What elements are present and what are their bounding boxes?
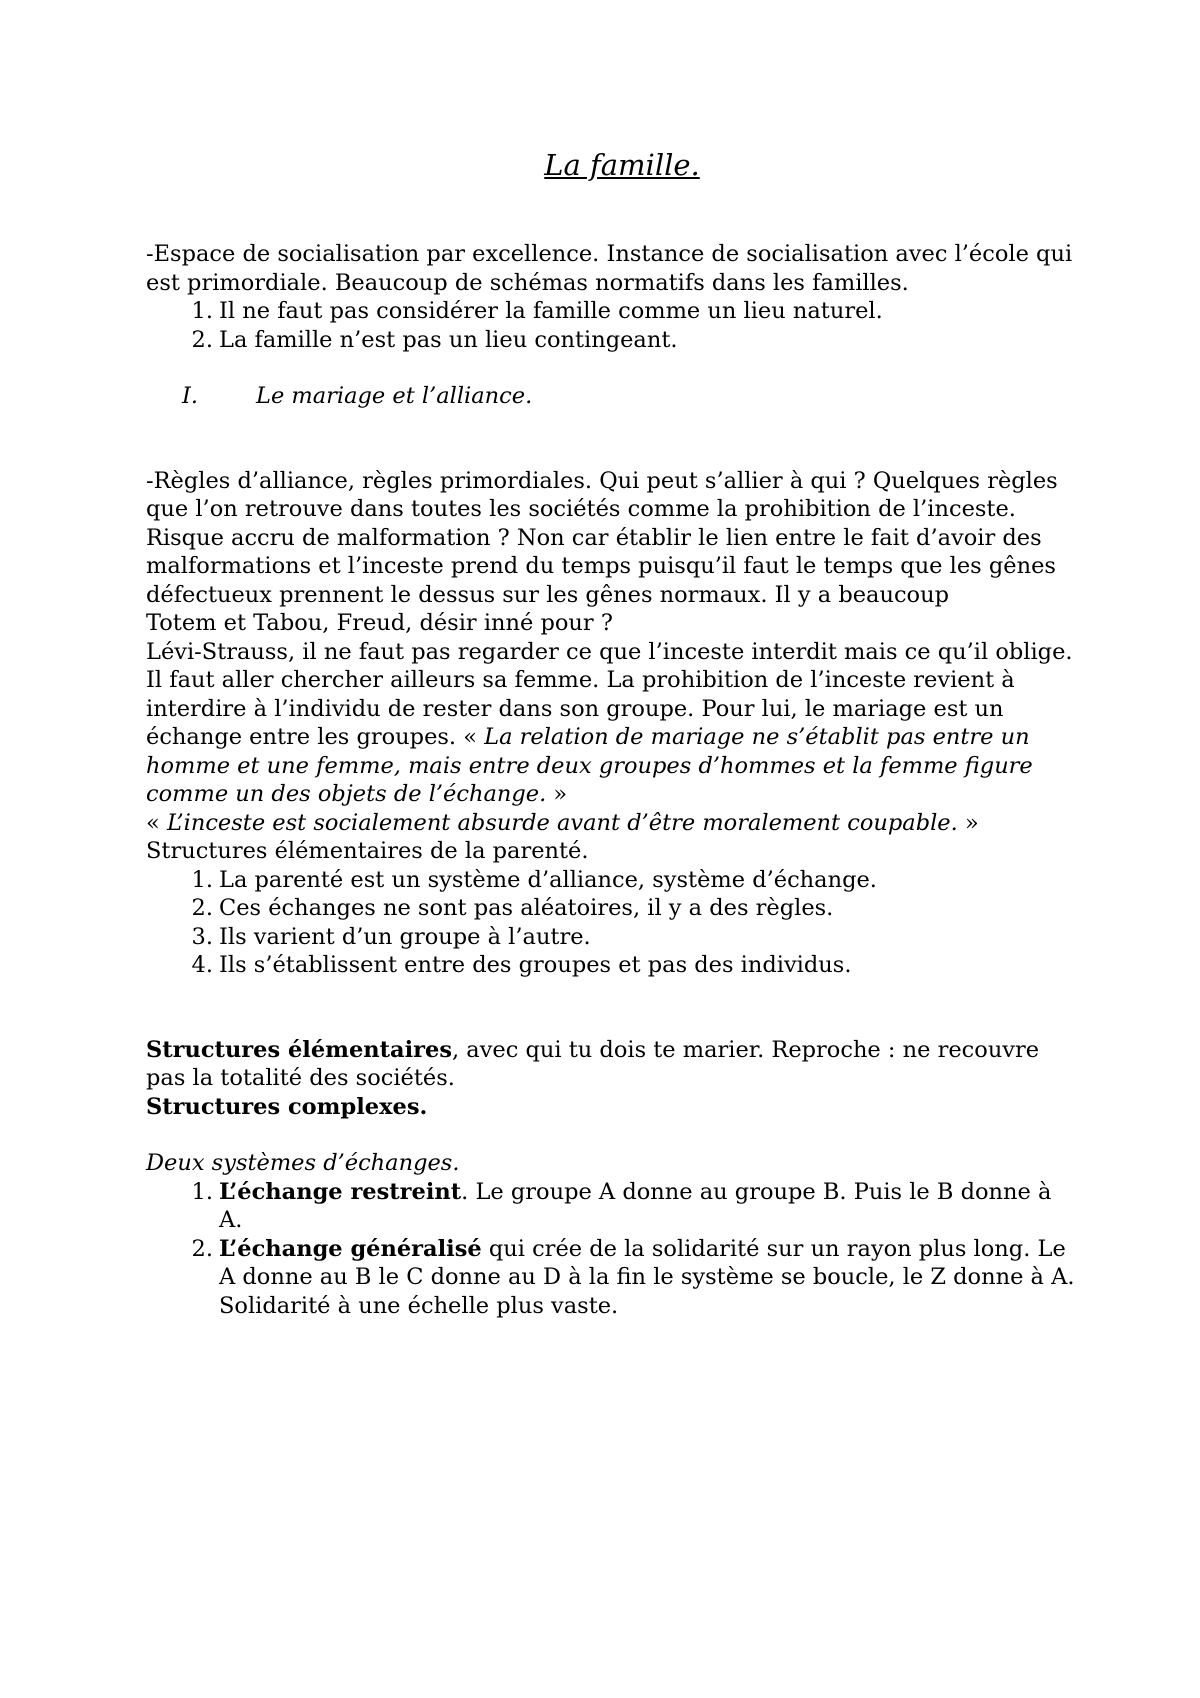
- list-item-text: Ils s’établissent entre des groupes et pas des individus.: [219, 952, 852, 978]
- list-item-text: Ils varient d’un groupe à l’autre.: [219, 923, 591, 950]
- list-item: [146, 894, 1076, 923]
- paragraph-regles: -Règles d’alliance, règles primordiales. Qui peut s’allier à qui ? Quelques règles que l’on retrouve dans toutes les sociétés comme la prohibition de l’inceste. Risque accru de malformation ? Non car établir le lien entre le fait d’avoir des malformations et l’inceste prend du temps puisqu’il faut le temps que les gênes défectueux prennent le dessus sur les gênes normaux. Il y a beaucoup: [146, 467, 1058, 608]
- list-item-bold-term: L’échange généralisé: [219, 1235, 482, 1262]
- list-item-number: 1.: [191, 298, 213, 324]
- list-item-text: Il ne faut pas considérer la famille comme un lieu naturel.: [219, 298, 883, 324]
- list-item: [146, 1235, 1076, 1321]
- list-item-bold-term: L’échange restreint: [219, 1178, 462, 1205]
- document-body: [146, 147, 1076, 1320]
- list-item: [146, 297, 1076, 326]
- list-item: [146, 1178, 1076, 1235]
- list-item-text: . Le groupe A donne au groupe B. Puis le B donne à A.: [219, 1178, 1052, 1233]
- structures-elementaires-label: Structures élémentaires: [146, 1036, 452, 1063]
- list-item-number: 2.: [191, 326, 213, 353]
- structures-complexes-text: Structures complexes.: [146, 1093, 428, 1120]
- list-item: [146, 923, 1076, 952]
- quote-mariage: La relation de mariage ne s’établit pas entre un homme et une femme, mais entre deux groupes d’hommes et la femme figure comme un des objets de l’échange.: [146, 724, 1033, 807]
- list-item-text: qui crée de la solidarité sur un rayon plus long. Le A donne au B le C donne au D à la fin le système se boucle, le Z donne à A. Solidarité à une échelle plus vaste.: [219, 1235, 1075, 1319]
- quote-close-mark: »: [964, 809, 979, 836]
- list-item-number: 3.: [191, 923, 213, 950]
- list-item-number: 2.: [191, 895, 213, 921]
- list-item: [146, 326, 1076, 355]
- paragraph-levi-strauss: [146, 638, 1076, 809]
- numbered-list-3: [146, 1178, 1076, 1321]
- deux-systemes-heading: Deux systèmes d’échanges.: [146, 1150, 460, 1176]
- paragraph-inceste-quote: [146, 809, 1076, 838]
- section-heading: [146, 382, 1076, 411]
- numbered-list-1: [146, 297, 1076, 354]
- list-item: [146, 866, 1076, 895]
- page-title: La famille.: [544, 148, 700, 182]
- structures-complexes-label: [146, 1093, 1076, 1122]
- list-item-text: Ces échanges ne sont pas aléatoires, il y a des règles.: [219, 895, 834, 921]
- quote-open-mark: «: [146, 809, 160, 836]
- numbered-list-2: [146, 866, 1076, 980]
- list-item-number: 4.: [191, 952, 213, 978]
- section-number: I.: [182, 383, 199, 409]
- list-item-number: 1.: [191, 866, 213, 893]
- quote-inceste: L’inceste est socialement absurde avant d’être moralement coupable.: [166, 809, 958, 836]
- paragraph-structures-elementaires: [146, 1036, 1076, 1093]
- list-item: [146, 951, 1076, 980]
- list-item-text: La famille n’est pas un lieu contingeant.: [219, 326, 678, 353]
- levi-strauss-text: Lévi-Strauss, il ne faut pas regarder ce que l’inceste interdit mais ce qu’il oblige. Il faut aller chercher ailleurs sa femme. La prohibition de l’inceste revient à interdire à l’individu de rester dans son groupe. Pour lui, le mariage est un échange entre les groupes. «: [146, 638, 1073, 750]
- section-title: Le mariage et l’alliance.: [256, 383, 533, 409]
- line-structures-elementaires: Structures élémentaires de la parenté.: [146, 838, 589, 864]
- quote-close-mark: »: [553, 781, 568, 807]
- structures-elementaires-text: , avec qui tu dois te marier. Reproche : ne recouvre pas la totalité des sociétés.: [146, 1036, 1040, 1091]
- line-totem: Totem et Tabou, Freud, désir inné pour ?: [146, 610, 613, 636]
- list-item-number: 1.: [191, 1178, 213, 1205]
- intro-paragraph: -Espace de socialisation par excellence. Instance de socialisation avec l’école qui est primordiale. Beaucoup de schémas normatifs dans les familles.: [146, 241, 1073, 296]
- list-item-text: La parenté est un système d’alliance, système d’échange.: [219, 866, 877, 893]
- list-item-number: 2.: [191, 1235, 213, 1262]
